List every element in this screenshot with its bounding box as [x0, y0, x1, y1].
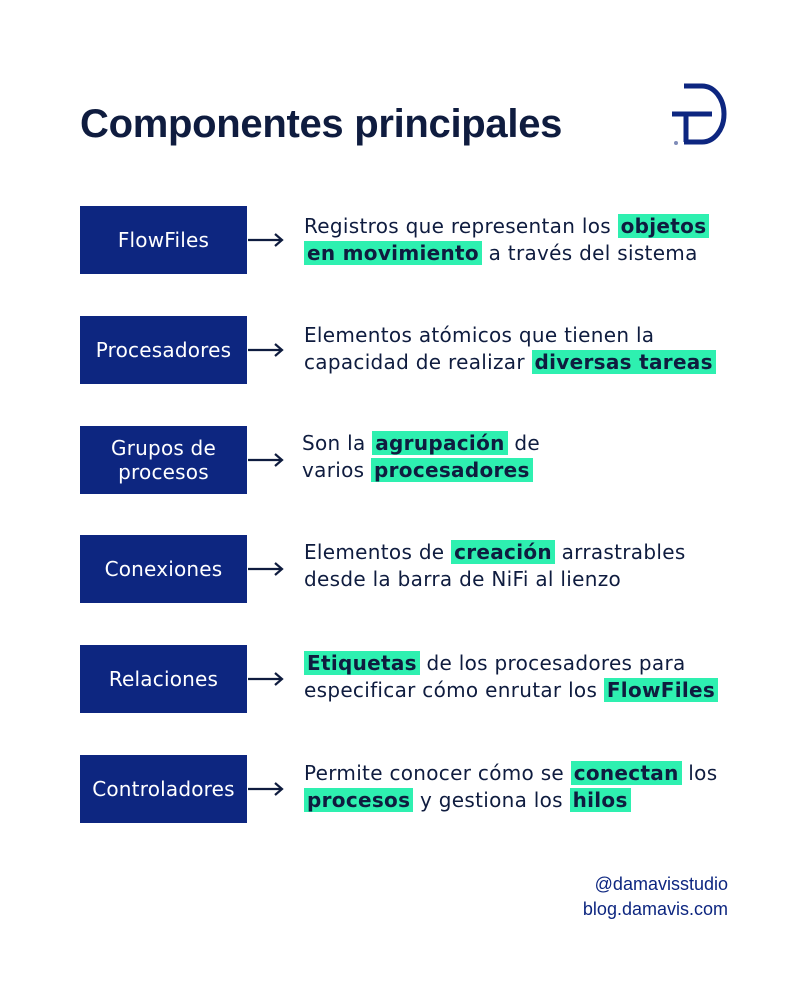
arrow-right-icon [248, 232, 286, 248]
component-description: Etiquetas de los procesadores para especificar cómo enrutar los FlowFiles [304, 650, 734, 704]
component-description: Elementos atómicos que tienen la capacidad de realizar diversas tareas [304, 322, 734, 376]
component-row-relaciones [80, 645, 730, 713]
arrow-right-icon [248, 781, 286, 797]
highlight: creación [451, 540, 555, 564]
footer [583, 872, 728, 922]
component-description: Registros que representan los objetos en movimiento a través del sistema [304, 213, 734, 267]
arrow-right-icon [248, 342, 286, 358]
component-row-grupos-de-procesos [80, 426, 730, 494]
highlight: en movimiento [304, 241, 482, 265]
component-row-procesadores [80, 316, 730, 384]
component-label-box: FlowFiles [80, 206, 247, 274]
social-handle: @damavisstudio [594, 874, 728, 894]
component-row-flowfiles [80, 206, 730, 274]
arrow-right-icon [248, 561, 286, 577]
component-label-box: Controladores [80, 755, 247, 823]
highlight: FlowFiles [604, 678, 718, 702]
component-description: Permite conocer cómo se conectan los procesos y gestiona los hilos [304, 761, 718, 812]
highlight: Etiquetas [304, 651, 420, 675]
highlight: hilos [570, 788, 631, 812]
blog-link: blog.damavis.com [582, 899, 728, 919]
highlight: diversas tareas [532, 350, 716, 374]
highlight: procesos [304, 788, 413, 812]
component-label-box: Relaciones [80, 645, 247, 713]
highlight: procesadores [371, 458, 533, 482]
highlight: conectan [571, 761, 682, 785]
component-label-box: Grupos de procesos [80, 426, 247, 494]
highlight: objetos [618, 214, 710, 238]
component-row-conexiones [80, 535, 730, 603]
component-label-box: Procesadores [80, 316, 247, 384]
damavis-d-logo-icon [672, 82, 732, 148]
component-description: Son la agrupación de varios procesadores [302, 431, 540, 482]
component-row-controladores [80, 755, 730, 823]
component-label-box: Conexiones [80, 535, 247, 603]
page-title: Componentes principales [80, 102, 563, 146]
component-description: Elementos de creación arrastrables desde la barra de NiFi al lienzo [304, 540, 686, 591]
arrow-right-icon [248, 452, 286, 468]
highlight: agrupación [372, 431, 507, 455]
arrow-right-icon [248, 671, 286, 687]
